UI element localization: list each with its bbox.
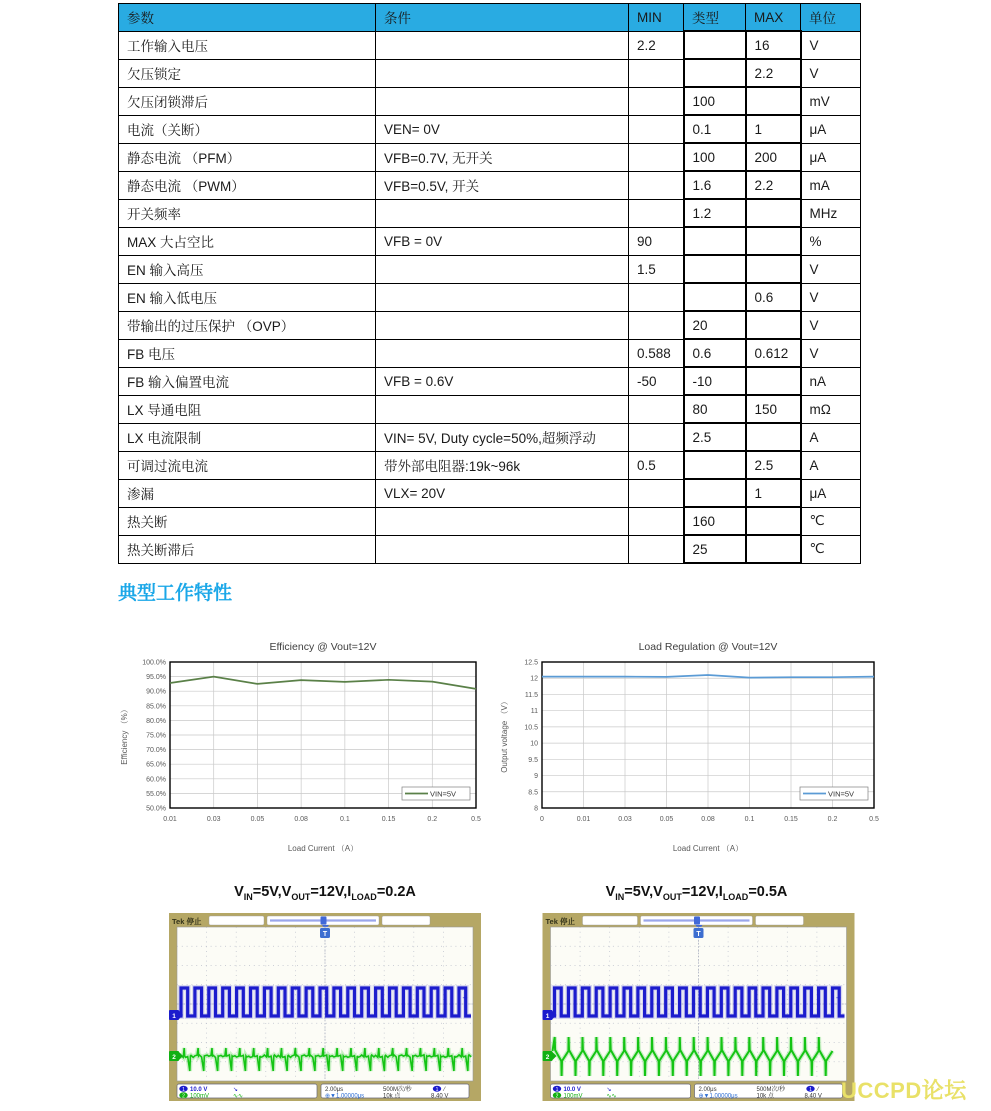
table-cell: 0.6: [684, 339, 746, 367]
gridlines: [542, 662, 874, 808]
table-cell: 可调过流电流: [119, 451, 376, 479]
table-cell: [684, 31, 746, 59]
svg-text:10: 10: [530, 740, 538, 748]
svg-text:2: 2: [182, 1093, 185, 1100]
table-cell: 0.1: [684, 115, 746, 143]
table-cell: 热关断滞后: [119, 535, 376, 563]
table-cell: [629, 171, 684, 199]
scope-readout-bar: [551, 1084, 843, 1100]
svg-text:1: 1: [555, 1086, 559, 1093]
svg-text:0.05: 0.05: [250, 816, 265, 823]
table-cell: 工作输入电压: [119, 31, 376, 59]
svg-text:11.5: 11.5: [524, 691, 538, 699]
table-cell: mA: [801, 171, 861, 199]
table-cell: VFB=0.7V, 无开关: [376, 143, 629, 171]
svg-text:1: 1: [435, 1086, 439, 1093]
table-cell: 1.2: [684, 199, 746, 227]
svg-text:1: 1: [172, 1013, 176, 1020]
table-cell: 2.5: [746, 451, 801, 479]
table-cell: [684, 227, 746, 255]
trigger-level: 8.40 V: [431, 1093, 449, 1100]
delay-readout: ⊕▼1.00000μs: [698, 1093, 738, 1100]
param-table: [118, 3, 861, 564]
svg-text:1: 1: [809, 1086, 812, 1093]
trigger-level: 8.40 V: [804, 1093, 822, 1100]
svg-text:8: 8: [534, 805, 538, 813]
table-cell: 2.2: [629, 31, 684, 59]
svg-text:12.5: 12.5: [524, 659, 538, 667]
table-cell: 1: [746, 115, 801, 143]
table-cell: [376, 255, 629, 283]
table-header-cell: MAX: [746, 4, 801, 32]
gridlines: [170, 662, 476, 808]
table-cell: -50: [629, 367, 684, 395]
table-row: [119, 227, 861, 255]
svg-text:9.5: 9.5: [528, 756, 538, 764]
table-cell: [629, 199, 684, 227]
watermark: UCCPD论坛: [841, 1078, 967, 1103]
chart-title: Efficiency @ Vout=12V: [269, 641, 377, 653]
table-row: [119, 479, 861, 507]
table-cell: [629, 59, 684, 87]
record-position-marker: [321, 917, 327, 925]
section-title: 典型工作特性: [118, 583, 233, 604]
table-row: [119, 507, 861, 535]
svg-text:2: 2: [172, 1054, 176, 1061]
scope-title-text: =0.5A: [748, 884, 788, 900]
svg-text:T: T: [696, 931, 701, 938]
table-cell: [684, 451, 746, 479]
scope-status-label: Tek 停止: [172, 917, 202, 926]
table-cell: [629, 115, 684, 143]
svg-text:10.5: 10.5: [524, 724, 538, 732]
svg-text:0.15: 0.15: [381, 816, 396, 823]
table-row: [119, 423, 861, 451]
scope-title-subscript: OUT: [662, 891, 682, 902]
scope-title-0.5A: [539, 884, 854, 902]
svg-text:2: 2: [545, 1054, 550, 1061]
svg-text:0.08: 0.08: [294, 816, 308, 823]
timebase: 2.00μs: [325, 1087, 344, 1093]
table-row: [119, 255, 861, 283]
scope-title-subscript: LOAD: [351, 891, 377, 902]
svg-text:0.5: 0.5: [869, 816, 879, 823]
table-cell: [684, 283, 746, 311]
table-cell: 带外部电阻器:19k~96k: [376, 451, 629, 479]
svg-text:0.2: 0.2: [427, 816, 438, 823]
table-header-cell: 条件: [376, 4, 629, 32]
load-regulation-chart: [496, 636, 884, 858]
table-cell: [376, 507, 629, 535]
chart-title: Load Regulation @ Vout=12V: [638, 641, 778, 653]
svg-text:↘: ↘: [606, 1087, 612, 1093]
table-cell: μA: [801, 479, 861, 507]
svg-text:0.03: 0.03: [206, 816, 221, 823]
x-axis-label: Load Current （A）: [672, 844, 744, 853]
table-header-cell: 参数: [119, 4, 376, 32]
scope-title-text: =5V,V: [624, 884, 663, 900]
svg-text:0.01: 0.01: [163, 816, 177, 823]
table-row: [119, 339, 861, 367]
legend: [800, 787, 868, 800]
table-row: [119, 87, 861, 115]
table-cell: 0.5: [629, 451, 684, 479]
table-cell: LX 电流限制: [119, 423, 376, 451]
table-cell: [684, 59, 746, 87]
oscilloscope-capture-0.2A: [169, 913, 481, 1101]
table-cell: EN 输入低电压: [119, 283, 376, 311]
table-cell: 25: [684, 535, 746, 563]
table-cell: [376, 535, 629, 563]
svg-text:70.0%: 70.0%: [146, 747, 166, 755]
table-cell: %: [801, 227, 861, 255]
ch1-cursor-marker: +: [462, 993, 468, 1003]
svg-text:50.0%: 50.0%: [146, 805, 166, 813]
trigger-marker: [694, 928, 704, 938]
svg-text:100.0%: 100.0%: [142, 659, 166, 667]
table-cell: VIN= 5V, Duty cycle=50%,超频浮动: [376, 423, 629, 451]
table-cell: [746, 227, 801, 255]
ch1-scale: 10.0 V: [190, 1087, 208, 1093]
table-cell: MAX 大占空比: [119, 227, 376, 255]
table-cell: 2.5: [684, 423, 746, 451]
table-cell: [629, 87, 684, 115]
scope-title-text: =5V,V: [252, 884, 292, 900]
table-row: [119, 535, 861, 563]
chart-body: [120, 641, 481, 853]
svg-text:95.0%: 95.0%: [146, 674, 166, 682]
table-cell: [376, 283, 629, 311]
table-cell: [376, 59, 629, 87]
table-cell: 150: [746, 395, 801, 423]
series-line: [170, 677, 476, 689]
table-cell: [629, 283, 684, 311]
table-cell: V: [801, 339, 861, 367]
table-cell: VEN= 0V: [376, 115, 629, 143]
sample-rate: 500M次/秒: [756, 1087, 786, 1093]
svg-text:9: 9: [534, 773, 538, 781]
table-cell: 静态电流 （PWM）: [119, 171, 376, 199]
table-cell: V: [801, 311, 861, 339]
table-cell: [746, 199, 801, 227]
table-cell: [746, 367, 801, 395]
table-row: [119, 31, 861, 59]
table-cell: [746, 507, 801, 535]
svg-text:80.0%: 80.0%: [146, 717, 166, 725]
ch2-scale: 100mV: [563, 1093, 583, 1100]
electrical-spec-table: [118, 3, 861, 564]
table-row: [119, 367, 861, 395]
legend-label: VIN=5V: [828, 789, 855, 799]
table-cell: [746, 311, 801, 339]
table-cell: 热关断: [119, 507, 376, 535]
table-cell: 2.2: [746, 171, 801, 199]
legend: [402, 787, 470, 800]
table-cell: 2.2: [746, 59, 801, 87]
table-cell: 1.5: [629, 255, 684, 283]
svg-text:0.03: 0.03: [618, 816, 632, 823]
svg-text:75.0%: 75.0%: [146, 732, 166, 740]
x-axis-label: Load Current （A）: [287, 844, 359, 853]
svg-text:85.0%: 85.0%: [146, 703, 166, 711]
table-row: [119, 395, 861, 423]
table-row: [119, 199, 861, 227]
table-cell: [629, 143, 684, 171]
table-cell: [746, 423, 801, 451]
scope-title-0.2A: [169, 884, 481, 902]
table-cell: 电流（关断）: [119, 115, 376, 143]
svg-text:↘: ↘: [233, 1087, 239, 1093]
oscilloscope-capture-0.5A: [541, 913, 856, 1101]
table-row: [119, 143, 861, 171]
legend-label: VIN=5V: [430, 789, 457, 799]
svg-text:T: T: [322, 931, 328, 938]
table-cell: ℃: [801, 535, 861, 563]
table-cell: [376, 311, 629, 339]
table-cell: 0.612: [746, 339, 801, 367]
svg-text:0.2: 0.2: [827, 816, 838, 823]
table-cell: FB 输入偏置电流: [119, 367, 376, 395]
table-cell: 80: [684, 395, 746, 423]
table-cell: 欠压闭锁滞后: [119, 87, 376, 115]
table-header-cell: MIN: [629, 4, 684, 32]
sample-rate: 500M次/秒: [383, 1087, 412, 1093]
table-row: [119, 59, 861, 87]
table-cell: 开关频率: [119, 199, 376, 227]
table-cell: 带输出的过压保护 （OVP）: [119, 311, 376, 339]
table-row: [119, 283, 861, 311]
table-cell: 0.588: [629, 339, 684, 367]
table-cell: [746, 535, 801, 563]
svg-text:0: 0: [540, 816, 544, 823]
table-cell: 1: [746, 479, 801, 507]
table-cell: MHz: [801, 199, 861, 227]
svg-text:2: 2: [555, 1093, 559, 1100]
table-cell: EN 输入高压: [119, 255, 376, 283]
svg-text:0.08: 0.08: [701, 816, 715, 823]
scope-title-text: =0.2A: [376, 884, 416, 900]
scope-title-text: V: [234, 884, 244, 900]
table-cell: [376, 339, 629, 367]
table-cell: LX 导通电阻: [119, 395, 376, 423]
y-axis-label: Efficiency （%）: [120, 705, 129, 765]
table-cell: [629, 507, 684, 535]
scope-title-text: V: [605, 884, 616, 900]
svg-text:0.01: 0.01: [576, 816, 591, 823]
table-cell: V: [801, 59, 861, 87]
table-cell: 1.6: [684, 171, 746, 199]
svg-text:11: 11: [530, 708, 538, 716]
table-cell: mΩ: [801, 395, 861, 423]
table-cell: FB 电压: [119, 339, 376, 367]
trigger-slope: ⁄: [444, 1087, 446, 1093]
table-cell: ℃: [801, 507, 861, 535]
table-cell: V: [801, 255, 861, 283]
scope-title-subscript: IN: [243, 891, 253, 902]
table-cell: V: [801, 31, 861, 59]
table-cell: [684, 479, 746, 507]
delay-readout: ⊕▼1.00000μs: [325, 1093, 365, 1100]
ch2-scale: 100mV: [190, 1093, 210, 1100]
ch1-scale: 10.0 V: [563, 1087, 581, 1093]
table-cell: -10: [684, 367, 746, 395]
svg-text:65.0%: 65.0%: [146, 761, 166, 769]
table-cell: 100: [684, 143, 746, 171]
table-cell: [746, 87, 801, 115]
svg-text:90.0%: 90.0%: [146, 688, 166, 696]
table-cell: [629, 535, 684, 563]
record-length: 10k 点: [756, 1093, 774, 1100]
table-cell: 渗漏: [119, 479, 376, 507]
chart-body: [500, 641, 879, 853]
y-axis-label: Output voltage （V）: [500, 697, 509, 773]
svg-text:1: 1: [545, 1013, 550, 1020]
table-cell: 静态电流 （PFM）: [119, 143, 376, 171]
table-header-row: [119, 4, 861, 32]
scope-title-subscript: OUT: [291, 891, 311, 902]
svg-text:55.0%: 55.0%: [146, 790, 166, 798]
table-cell: VFB = 0.6V: [376, 367, 629, 395]
trigger-marker: [320, 928, 330, 938]
table-cell: 0.6: [746, 283, 801, 311]
scope-title-subscript: IN: [615, 891, 625, 902]
table-cell: [684, 255, 746, 283]
table-cell: 欠压锁定: [119, 59, 376, 87]
table-cell: [629, 479, 684, 507]
table-cell: VLX= 20V: [376, 479, 629, 507]
table-cell: [746, 255, 801, 283]
table-cell: VFB = 0V: [376, 227, 629, 255]
table-row: [119, 311, 861, 339]
table-cell: [376, 395, 629, 423]
table-cell: V: [801, 283, 861, 311]
ch1-cursor-marker: +: [835, 993, 842, 1003]
table-cell: 90: [629, 227, 684, 255]
timebase: 2.00μs: [698, 1087, 717, 1093]
svg-text:0.1: 0.1: [339, 816, 350, 823]
record-length: 10k 点: [383, 1093, 401, 1100]
table-header-cell: 类型: [684, 4, 746, 32]
table-cell: μA: [801, 115, 861, 143]
svg-text:0.5: 0.5: [471, 816, 481, 823]
table-cell: 160: [684, 507, 746, 535]
table-cell: [376, 87, 629, 115]
table-cell: A: [801, 451, 861, 479]
table-cell: A: [801, 423, 861, 451]
table-row: [119, 451, 861, 479]
table-cell: [376, 31, 629, 59]
svg-text:1: 1: [182, 1086, 185, 1093]
svg-text:0.15: 0.15: [784, 816, 798, 823]
svg-text:60.0%: 60.0%: [146, 776, 166, 784]
table-cell: [376, 199, 629, 227]
table-header-cell: 单位: [801, 4, 861, 32]
table-cell: 20: [684, 311, 746, 339]
table-row: [119, 115, 861, 143]
table-cell: nA: [801, 367, 861, 395]
svg-text:∿∿: ∿∿: [233, 1093, 244, 1100]
table-cell: 16: [746, 31, 801, 59]
scope-title-text: =12V,I: [681, 884, 723, 900]
svg-text:8.5: 8.5: [528, 789, 538, 797]
table-cell: [629, 423, 684, 451]
scope-title-subscript: LOAD: [722, 891, 749, 902]
table-cell: mV: [801, 87, 861, 115]
scope-readout-bar: [177, 1084, 469, 1100]
scope-status-label: Tek 停止: [545, 917, 575, 926]
table-cell: [629, 311, 684, 339]
efficiency-chart: [116, 636, 488, 858]
svg-text:12: 12: [530, 675, 538, 683]
svg-text:∿∿: ∿∿: [606, 1093, 617, 1100]
table-cell: 100: [684, 87, 746, 115]
table-cell: [629, 395, 684, 423]
svg-text:0.05: 0.05: [659, 816, 674, 823]
record-position-marker: [694, 917, 700, 925]
svg-text:0.1: 0.1: [744, 816, 755, 823]
table-cell: VFB=0.5V, 开关: [376, 171, 629, 199]
scope-title-text: =12V,I: [310, 884, 352, 900]
table-cell: μA: [801, 143, 861, 171]
trigger-slope: ⁄: [817, 1087, 819, 1093]
table-row: [119, 171, 861, 199]
table-cell: 200: [746, 143, 801, 171]
